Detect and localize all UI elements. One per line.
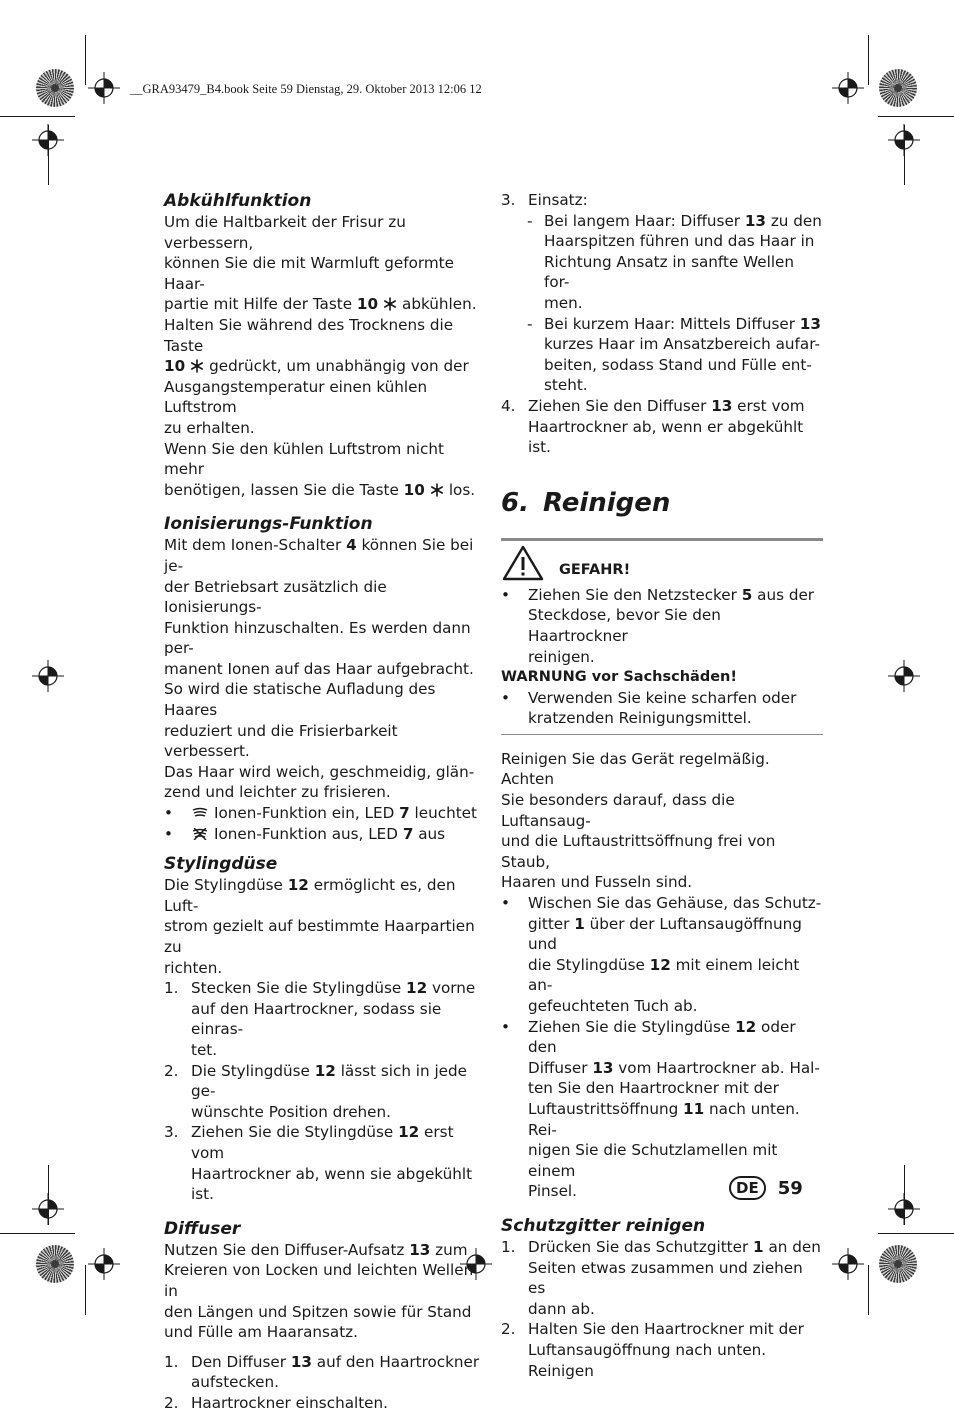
snowflake-icon (383, 297, 397, 311)
registration-mark-icon (30, 1191, 66, 1227)
list-item: • Ziehen Sie die Stylingdüse 12 oder den Diffuser 13 vom Haartrockner ab. Hal- ten Sie den Haartrockner mit der Luftaustrittsöffnung 11 nach unten. Rei- nigen Sie die Schutzlamellen mit einem Pinsel. (501, 1017, 820, 1201)
ion-on-icon (191, 807, 209, 819)
section-heading-ionisierung: Ionisierungs-Funktion (164, 514, 373, 535)
paragraph-line: den Längen und Spitzen sowie für Stand (164, 1302, 472, 1321)
paragraph-line: benötigen, lassen Sie die Taste 10 los. (164, 480, 476, 499)
language-badge: DE (729, 1176, 766, 1200)
paragraph-line: Um die Haltbarkeit der Frisur zu verbessern, (164, 213, 406, 252)
sub-list-item: - Bei kurzem Haar: Mittels Diffuser 13 kurzes Haar im Ansatzbereich aufar- beiten, sodass Stand und Fülle ent- steht. (527, 314, 821, 395)
right-column (501, 190, 823, 1381)
paragraph-line: So wird die statische Aufladung des Haares (164, 680, 436, 720)
warning-heading: GEFAHR! (501, 541, 823, 585)
list-item: • Verwenden Sie keine scharfen oder kratzenden Reinigungsmittel. (501, 688, 797, 728)
registration-mark-icon (86, 1246, 122, 1282)
color-rosette (36, 69, 74, 107)
paragraph-line: Reinigen Sie das Gerät regelmäßig. Achten (501, 749, 770, 789)
crop-mark (878, 1233, 954, 1234)
paragraph-line: richten. (164, 958, 223, 977)
list-item: • Ionen-Funktion ein, LED 7 leuchtet (164, 804, 477, 823)
page-number: 59 (777, 1177, 803, 1199)
section-heading-schutzgitter: Schutzgitter reinigen (501, 1215, 706, 1236)
list-item: • Ziehen Sie den Netzstecker 5 aus der Steckdose, bevor Sie den Haartrockner reinigen. (501, 585, 815, 666)
snowflake-icon (430, 483, 444, 497)
paragraph-line: 10 gedrückt, um unabhängig von der (164, 357, 469, 376)
list-item: 1. Stecken Sie die Stylingdüse 12 vorne auf den Haartrockner, sodass sie einras- tet. (164, 979, 476, 1059)
paragraph-line: und die Luftaustrittsöffnung frei von Staub, (501, 832, 776, 871)
section-heading-diffuser: Diffuser (164, 1218, 241, 1239)
paragraph-line: manent Ionen auf das Haar aufgebracht. (164, 659, 474, 678)
registration-mark-icon (830, 1246, 866, 1282)
paragraph-line: Sie besonders darauf, dass die Luftansaug- (501, 791, 735, 830)
paragraph-line: Halten Sie während des Trocknens die Taste (164, 315, 454, 355)
sub-list-item: - Bei langem Haar: Diffuser 13 zu den Haarspitzen führen und das Haar in Richtung Ansatz in sanfte Wellen for- men. (527, 211, 822, 312)
paragraph-line: Kreieren von Locken und leichten Wellen in (164, 1261, 474, 1300)
list-item: 4. Ziehen Sie den Diffuser 13 erst vom Haartrockner ab, wenn er abgekühlt ist. (501, 396, 805, 457)
ion-off-icon (191, 828, 209, 840)
paragraph-line: Ausgangstemperatur einen kühlen Luftstrom (164, 377, 428, 417)
chapter-heading: 6. Reinigen (501, 487, 671, 518)
warning-triangle-icon (501, 544, 545, 582)
registration-mark-icon (86, 70, 122, 106)
paragraph-line: Nutzen Sie den Diffuser-Aufsatz 13 zum (164, 1240, 468, 1259)
paragraph-line: Wenn Sie den kühlen Luftstrom nicht mehr (164, 439, 444, 479)
color-rosette (36, 1245, 74, 1283)
crop-mark (878, 116, 954, 117)
paragraph-line: der Betriebsart zusätzlich die Ionisierungs- (164, 577, 387, 617)
color-rosette (879, 69, 917, 107)
list-item: 3. Ziehen Sie die Stylingdüse 12 erst vom Haartrockner ab, wenn sie abgekühlt ist. (164, 1123, 473, 1204)
paragraph-line: zu erhalten. (164, 418, 255, 437)
paragraph-line: zend und leichter zu frisieren. (164, 783, 391, 802)
color-rosette (879, 1245, 917, 1283)
paragraph-line: strom gezielt auf bestimmte Haarpartien zu (164, 917, 475, 956)
paragraph-line: partie mit Hilfe der Taste 10 abkühlen. (164, 295, 477, 314)
registration-mark-icon (30, 658, 66, 694)
paragraph-line: Die Stylingdüse 12 ermöglicht es, den Luft- (164, 876, 456, 915)
left-column (164, 190, 486, 1413)
list-item: 3. Einsatz: (501, 191, 588, 209)
crop-mark (868, 1265, 869, 1315)
list-item: 2. Die Stylingdüse 12 lässt sich in jede ge- wünschte Position drehen. (164, 1061, 467, 1121)
list-item: 1. Drücken Sie das Schutzgitter 1 an den Seiten etwas zusammen und ziehen es dann ab. (501, 1237, 821, 1318)
list-item: 2. Haartrockner einschalten. (164, 1393, 388, 1412)
warning-subheading: WARNUNG vor Sachschäden! (501, 669, 737, 686)
registration-mark-icon (30, 122, 66, 158)
paragraph-line: reduziert und die Frisierbarkeit verbessert. (164, 721, 398, 761)
paragraph-line: und Fülle am Haaransatz. (164, 1323, 358, 1342)
crop-mark (0, 116, 75, 117)
registration-mark-icon (886, 122, 922, 158)
paragraph-line: Haaren und Fusseln sind. (501, 873, 693, 892)
paragraph-line: Mit dem Ionen-Schalter 4 können Sie bei je- (164, 536, 474, 575)
list-item: • Ionen-Funktion aus, LED 7 aus (164, 824, 446, 843)
print-file-header: __GRA93479_B4.book Seite 59 Dienstag, 29. Oktober 2013 12:06 12 (130, 82, 482, 96)
registration-mark-icon (830, 70, 866, 106)
list-item: 2. Halten Sie den Haartrockner mit der Luftansaugöffnung nach unten. Reinigen (501, 1320, 804, 1380)
page-footer (729, 1176, 803, 1200)
snowflake-icon (190, 359, 204, 373)
list-item: • Wischen Sie das Gehäuse, das Schutz- gitter 1 über der Luftansaugöffnung und die Stylingdüse 12 mit einem leicht an- gefeuchteten Tuch ab. (501, 894, 822, 1015)
paragraph-line: Funktion hinzuschalten. Es werden dann per- (164, 618, 471, 658)
registration-mark-icon (886, 1191, 922, 1227)
paragraph-line: Das Haar wird weich, geschmeidig, glän- (164, 762, 475, 781)
registration-mark-icon (886, 658, 922, 694)
section-heading-stylingduese: Stylingdüse (164, 854, 278, 875)
section-heading-abkuehlfunktion: Abkühlfunktion (164, 191, 312, 211)
paragraph-line: können Sie die mit Warmluft geformte Haar- (164, 254, 454, 293)
list-item: 1. Den Diffuser 13 auf den Haartrockner aufstecken. (164, 1352, 480, 1392)
crop-mark (868, 35, 869, 85)
crop-mark (0, 1233, 75, 1234)
